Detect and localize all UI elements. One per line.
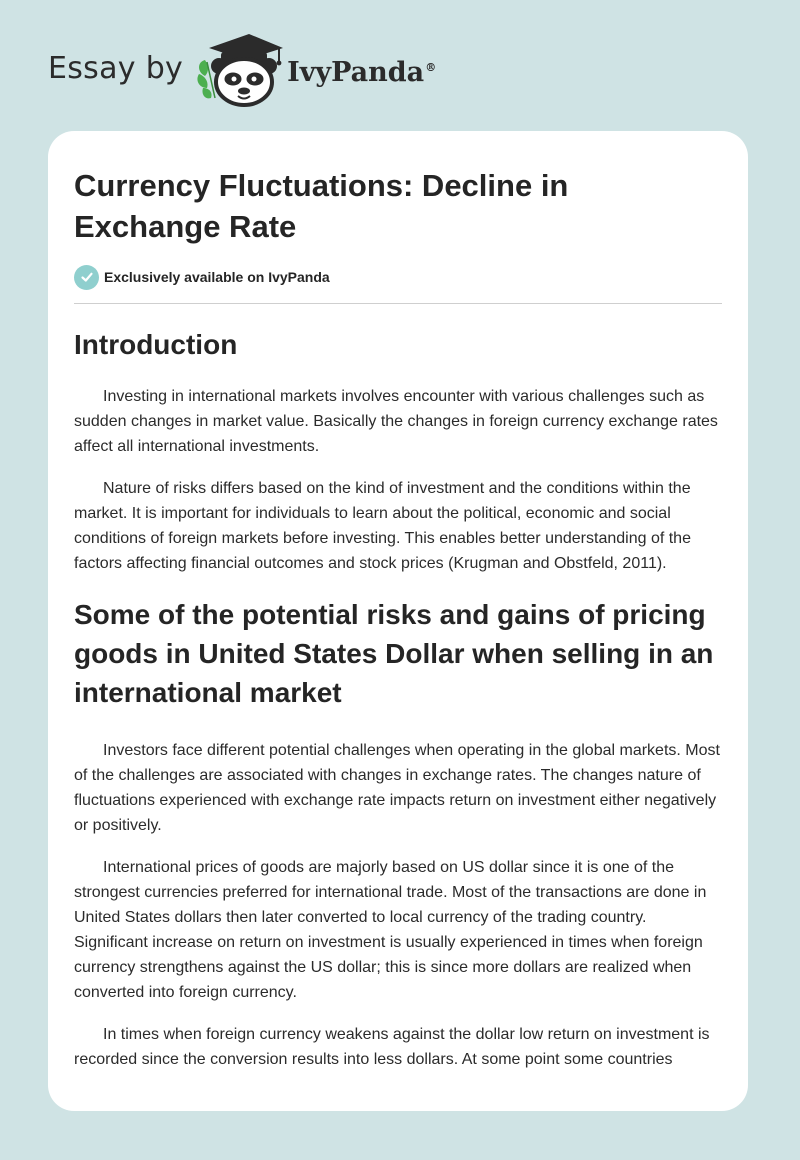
section-heading-risks-and-gains: Some of the potential risks and gains of pricing goods in United States Dollar when selling in an international market: [74, 599, 714, 708]
paragraph: In times when foreign currency weakens against the dollar low return on investment is recorded since the conversion results into less dollars. At some point some countries: [74, 1026, 710, 1068]
panda-graduate-icon: [195, 32, 287, 108]
essay-title: Currency Fluctuations: Decline in Exchange Rate: [74, 168, 569, 244]
brand-prefix: Essay by: [48, 50, 184, 86]
section-heading-introduction: Introduction: [74, 329, 238, 360]
paragraph: Investing in international markets involves encounter with various challenges such as sudden changes in market value. Basically the changes in foreign currency exchange rates affect all international investments.: [74, 388, 718, 455]
registered-mark: ®: [425, 60, 437, 74]
exclusive-badge: [74, 263, 722, 291]
badge-label: Exclusively available on IvyPanda: [104, 269, 330, 285]
divider: [74, 303, 722, 304]
paragraph: Nature of risks differs based on the kind of investment and the conditions within the market. It is important for individuals to learn about the political, economic and social conditions of foreign markets before investing. This enables better understanding of the factors affecting financial outcomes and stock prices (Krugman and Obstfeld, 2011).: [74, 480, 691, 572]
essay-card: [48, 131, 748, 1111]
brand-name: IvyPanda®: [287, 56, 437, 88]
paragraph: International prices of goods are majorly based on US dollar since it is one of the strongest currencies preferred for international trade. Most of the transactions are done in United States dollars then later converted to local currency of the trading country. Significant increase on return on investment is usually experienced in times when foreign currency strengthens against the US dollar; this is since more dollars are realized when converted into foreign currency.: [74, 859, 707, 1001]
paragraph: Investors face different potential challenges when operating in the global markets. Most of the challenges are associated with changes in exchange rates. The changes nature of fluctuations experienced with exchange rate impacts return on investment either negatively or positively.: [74, 742, 720, 834]
brand-header: [48, 34, 436, 106]
check-circle-icon: [74, 265, 99, 290]
